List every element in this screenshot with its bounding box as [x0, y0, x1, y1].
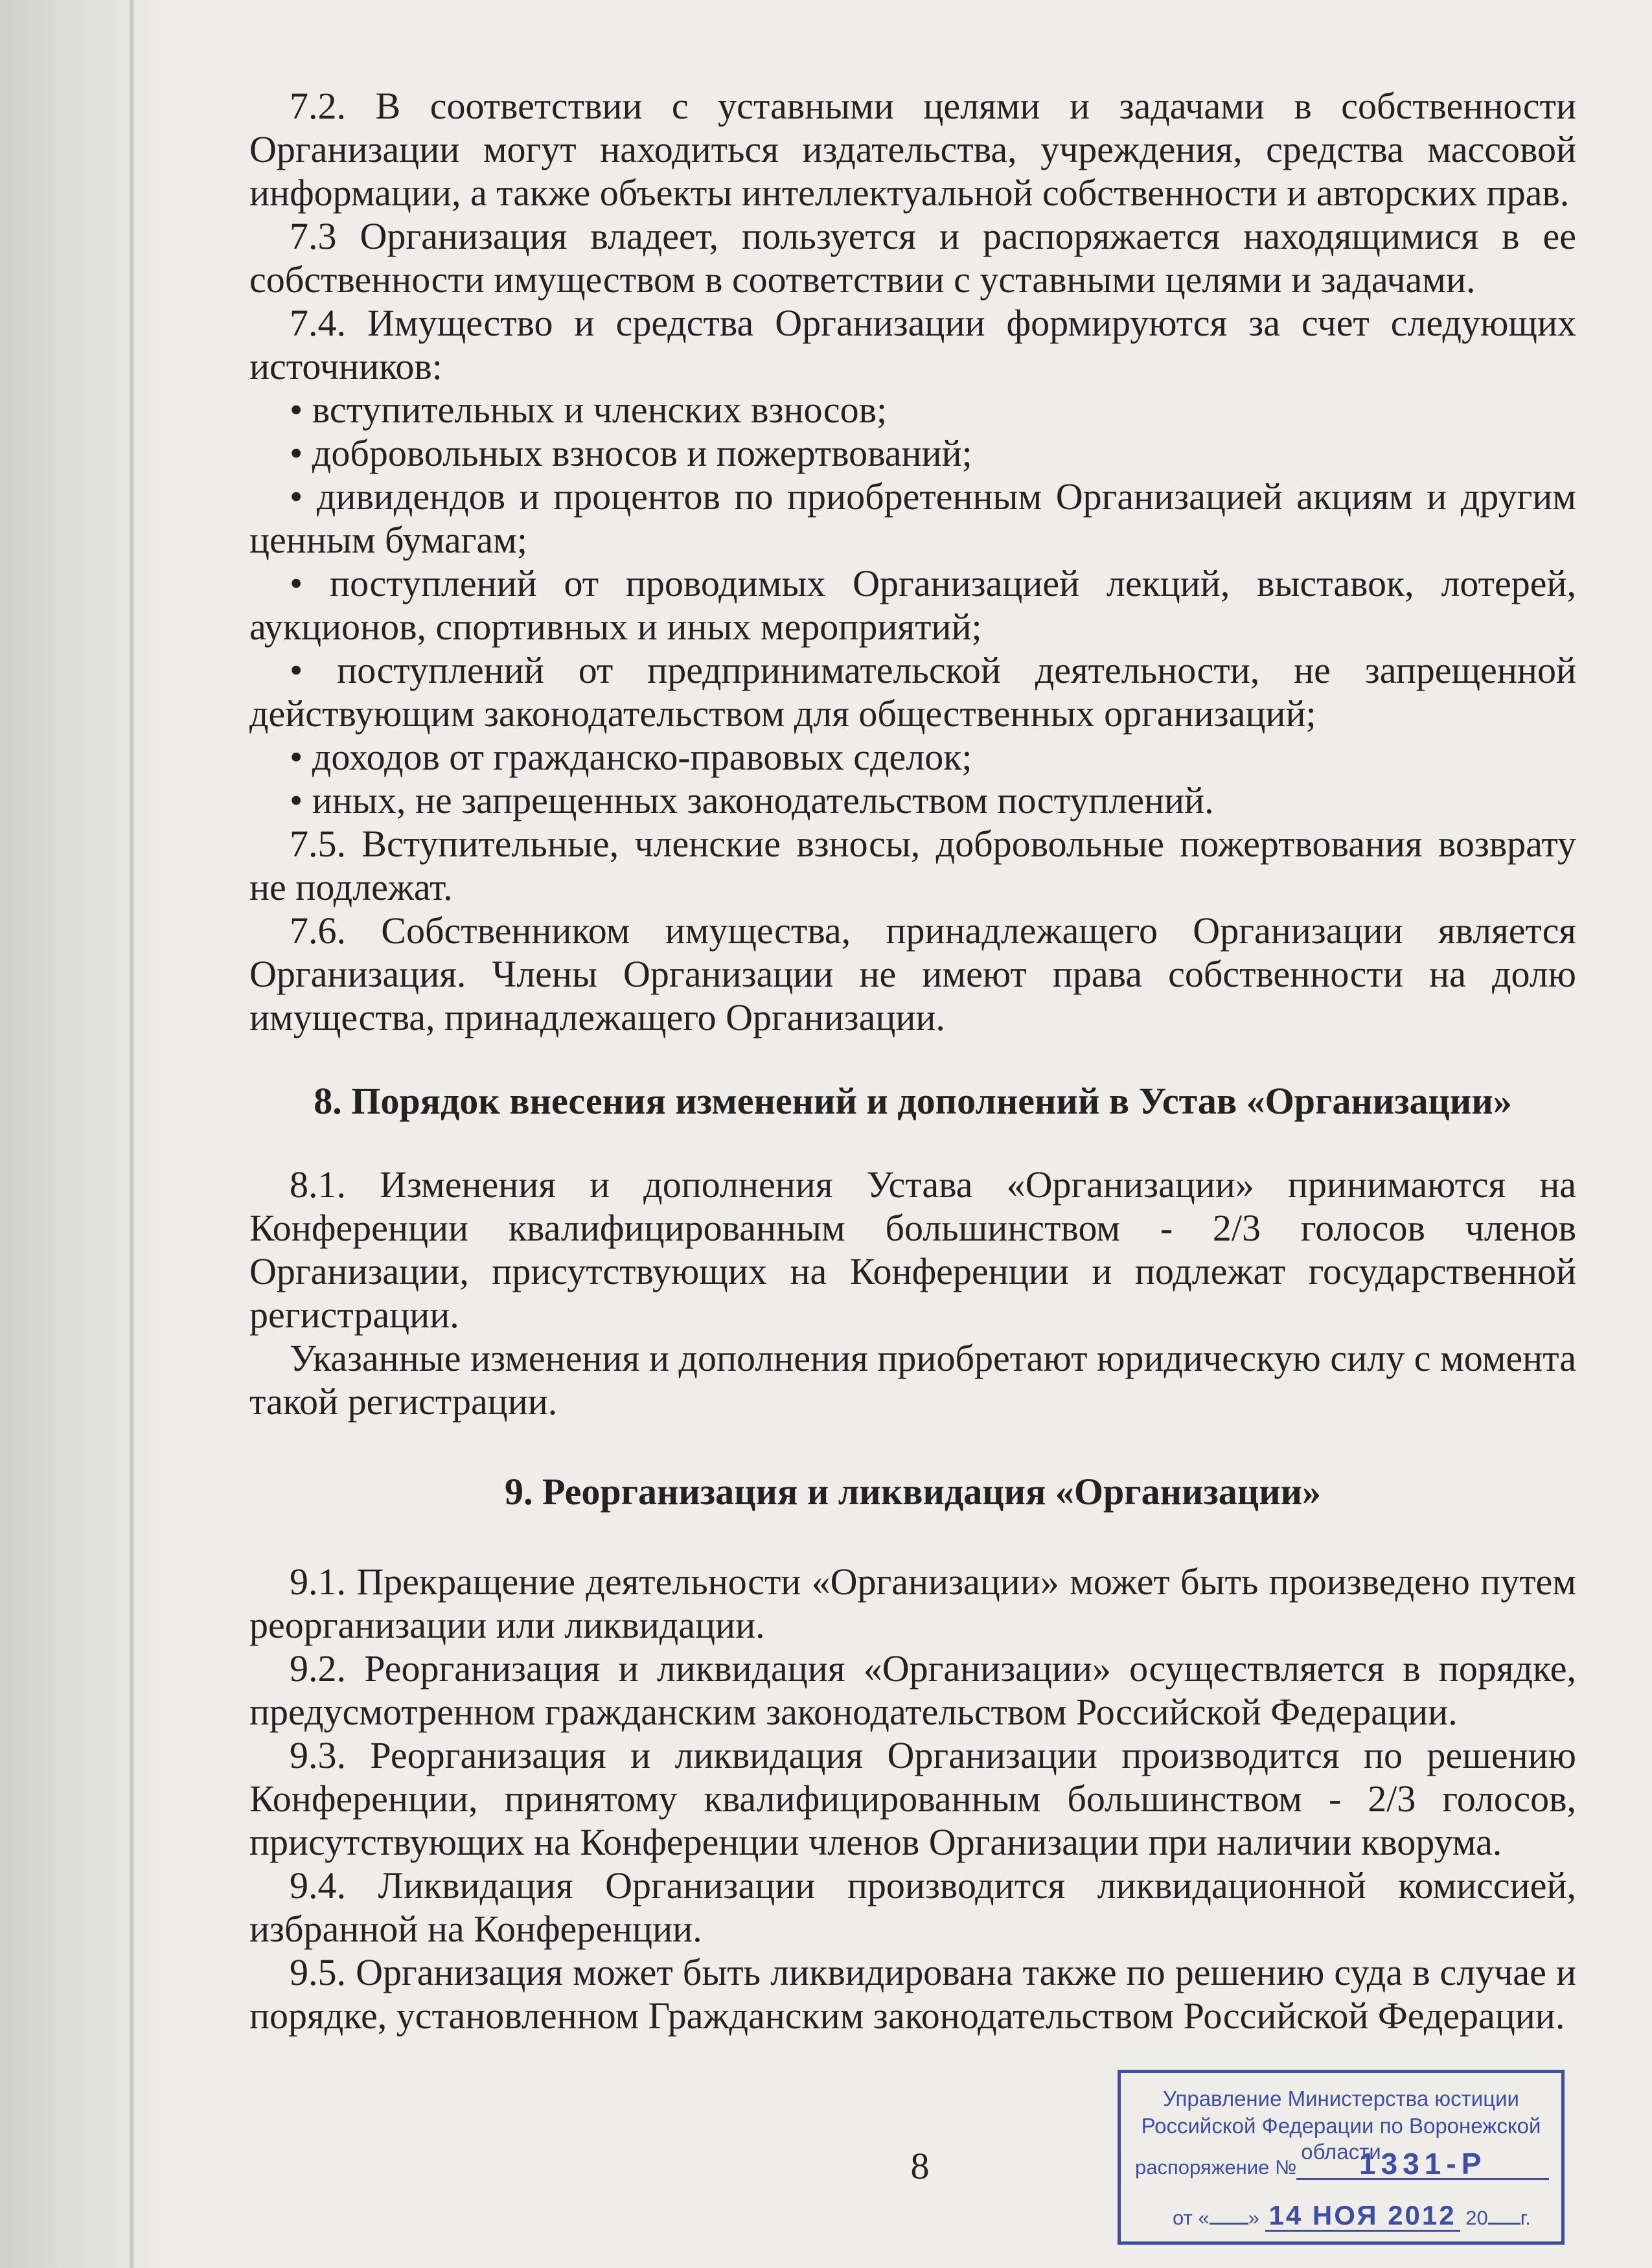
- stamp-date-prefix: от «: [1173, 2206, 1210, 2229]
- section-8-heading: 8. Порядок внесения изменений и дополнений в Устав «Организации»: [314, 1080, 1512, 1122]
- list-item: • поступлений от предпринимательской деятельности, не запрещенной действующим законодательством для общественных организаций;: [249, 649, 1576, 735]
- stamp-order-row: [1135, 2149, 1549, 2182]
- paragraph-8-1: 8.1. Изменения и дополнения Устава «Организации» принимаются на Конференции квалифицированным большинством - 2/3 голосов членов Организации, присутствующих на Конференции и подлежат государственной регистрации.: [249, 1163, 1576, 1336]
- paragraph-9-4: 9.4. Ликвидация Организации производится ликвидационной комиссией, избранной на Конференции.: [249, 1864, 1576, 1950]
- stamp-order-label: распоряжение №: [1135, 2156, 1297, 2179]
- stamp-year-blank: [1488, 2223, 1520, 2225]
- paragraph-8-1-continued: Указанные изменения и дополнения приобретают юридическую силу с момента такой регистрации.: [249, 1337, 1576, 1423]
- section-9-heading: 9. Реорганизация и ликвидация «Организации»: [504, 1471, 1322, 1513]
- paragraph-7-3: 7.3 Организация владеет, пользуется и распоряжается находящимися в ее собственности имуществом в соответствии с уставными целями и задачами.: [249, 215, 1576, 301]
- list-item: • добровольных взносов и пожертвований;: [290, 432, 972, 474]
- paragraph-9-3: 9.3. Реорганизация и ликвидация Организации производится по решению Конференции, принятому квалифицированным большинством - 2/3 голосов, присутствующих на Конференции членов Организации при наличии кворума.: [249, 1734, 1576, 1863]
- paragraph-9-5: 9.5. Организация может быть ликвидирована также по решению суда в случае и порядке, установленном Гражданским законодательством Российской Федерации.: [249, 1951, 1576, 2037]
- stamp-date-row: [1173, 2201, 1531, 2232]
- list-item: • вступительных и членских взносов;: [290, 389, 888, 431]
- stamp-date-value: 14 НОЯ 2012: [1265, 2201, 1460, 2232]
- stamp-day-blank: [1210, 2223, 1248, 2225]
- list-item: • доходов от гражданско-правовых сделок;: [290, 736, 972, 778]
- paragraph-7-4: 7.4. Имущество и средства Организации формируются за счет следующих источников:: [249, 302, 1576, 387]
- binding-fold-line: [130, 0, 133, 2268]
- document-page: [249, 84, 1576, 2037]
- registration-stamp: [1118, 2070, 1565, 2245]
- stamp-year-prefix: 20: [1465, 2206, 1488, 2229]
- paragraph-7-2: 7.2. В соответствии с уставными целями и задачами в собственности Организации могут находиться издательства, учреждения, средства массовой информации, а также объекты интеллектуальной собственности и авторских прав.: [249, 85, 1576, 214]
- list-item: • дивидендов и процентов по приобретенным Организацией акциям и другим ценным бумагам;: [249, 475, 1576, 561]
- stamp-line-1: Управление Министерства юстиции: [1162, 2087, 1519, 2111]
- paragraph-9-2: 9.2. Реорганизация и ликвидация «Организации» осуществляется в порядке, предусмотренном гражданским законодательством Российской Федерации.: [249, 1647, 1576, 1733]
- paragraph-9-1: 9.1. Прекращение деятельности «Организации» может быть произведено путем реорганизации или ликвидации.: [249, 1561, 1576, 1646]
- paragraph-7-6: 7.6. Собственником имущества, принадлежащего Организации является Организация. Члены Организации не имеют права собственности на долю имущества, принадлежащего Организации.: [249, 910, 1576, 1038]
- page-binding: [0, 0, 168, 2268]
- stamp-year-suffix: г.: [1520, 2206, 1531, 2229]
- list-item: • поступлений от проводимых Организацией лекций, выставок, лотерей, аукционов, спортивных и иных мероприятий;: [249, 562, 1576, 648]
- stamp-date-quote: »: [1248, 2206, 1259, 2229]
- list-item: • иных, не запрещенных законодательством поступлений.: [290, 779, 1214, 821]
- paragraph-7-5: 7.5. Вступительные, членские взносы, добровольные пожертвования возврату не подлежат.: [249, 823, 1576, 908]
- stamp-order-number: 1331-Р: [1296, 2149, 1549, 2180]
- page-number: 8: [910, 2145, 930, 2187]
- stamp-line-2: Российской Федерации по Воронежской области: [1141, 2114, 1541, 2164]
